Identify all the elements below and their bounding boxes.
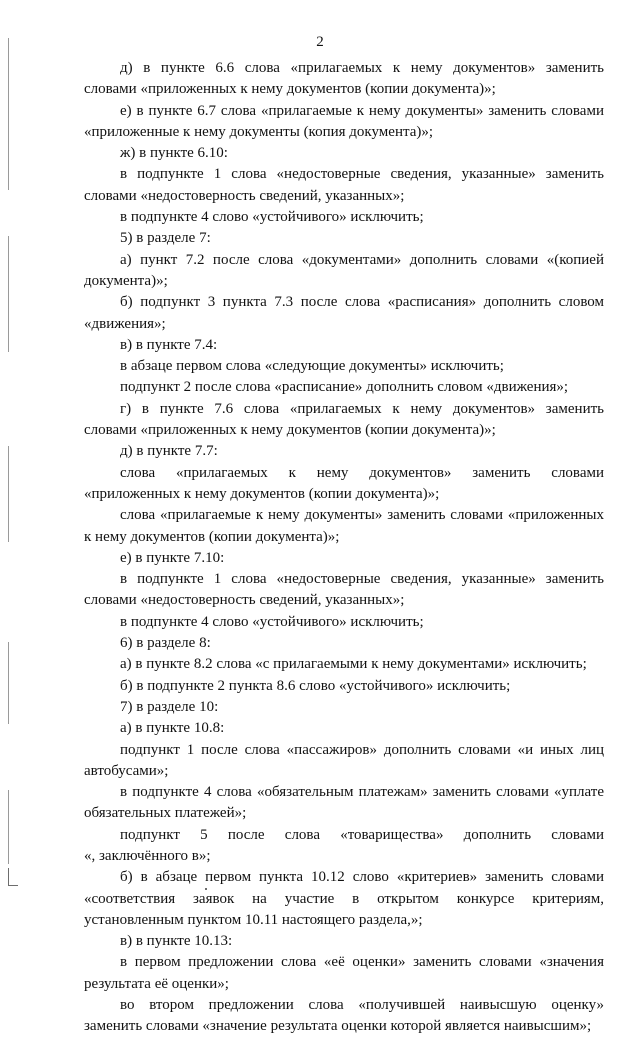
text-line: а) в пункте 10.8:	[120, 720, 225, 737]
text-line: 7) в разделе 10:	[120, 698, 219, 715]
text-line: словами «приложенных к нему документов (копии документа)»;	[84, 422, 496, 439]
text-line: «приложенные к нему документы (копия документа)»;	[84, 123, 434, 140]
left-margin-scan-mark	[8, 642, 9, 724]
text-line: установленным пунктом 10.11 настоящего раздела,»;	[84, 911, 423, 928]
left-margin-scan-mark	[8, 236, 9, 352]
text-line: подпункт 1 после слова «пассажиров» дополнить словами «и иных лиц	[120, 741, 604, 758]
text-line: обязательных платежей»;	[84, 805, 247, 822]
text-line: во втором предложении слова «получившей наивысшую оценку»	[120, 997, 604, 1014]
text-line: словами «приложенных к нему документов (копии документа)»;	[84, 81, 496, 98]
bottom-left-corner-mark	[8, 868, 9, 886]
text-line: е) в пункте 6.7 слова «прилагаемые к нему документы» заменить словами	[120, 102, 604, 119]
text-line: г) в пункте 7.6 слова «прилагаемых к нему документов» заменить	[120, 400, 604, 417]
text-line: е) в пункте 7.10:	[120, 549, 225, 566]
text-line: «приложенных к нему документов (копии документа)»;	[84, 485, 440, 502]
text-line: «соответствия заявок на участие в открытом конкурсе критериям,	[84, 890, 604, 907]
text-line: 6) в разделе 8:	[120, 635, 211, 652]
text-line: в подпункте 4 слова «обязательным платежам» заменить словами «уплате	[120, 784, 604, 801]
page-number: 2	[316, 34, 324, 50]
text-line: подпункт 5 после слова «товарищества» дополнить словами	[120, 826, 604, 843]
text-line: результата её оценки»;	[84, 975, 229, 992]
text-line: автобусами»;	[84, 762, 169, 779]
text-line: в) в пункте 7.4:	[120, 336, 218, 353]
bottom-left-corner-mark	[8, 885, 18, 886]
text-line: в первом предложении слова «её оценки» заменить словами «значения	[120, 954, 604, 971]
left-margin-scan-mark	[8, 446, 9, 542]
text-line: д) в пункте 7.7:	[120, 443, 218, 460]
text-line: в подпункте 1 слова «недостоверные сведения, указанные» заменить	[120, 166, 604, 183]
text-line: «, заключённого в»;	[84, 847, 211, 864]
text-line: словами «недостоверность сведений, указанных»;	[84, 187, 405, 204]
text-line: б) подпункт 3 пункта 7.3 после слова «расписания» дополнить словом	[120, 294, 604, 311]
text-line: в подпункте 4 слово «устойчивого» исключить;	[120, 613, 424, 630]
text-line: подпункт 2 после слова «расписание» дополнить словом «движения»;	[120, 379, 569, 396]
text-line: в подпункте 4 слово «устойчивого» исключить;	[120, 209, 424, 226]
left-margin-scan-mark	[8, 790, 9, 864]
text-line: словами «недостоверность сведений, указанных»;	[84, 592, 405, 609]
bottom-scan-dot	[205, 888, 207, 890]
text-line: слова «прилагаемых к нему документов» заменить словами	[120, 464, 604, 481]
text-line: 5) в разделе 7:	[120, 230, 211, 247]
text-line: б) в абзаце первом пункта 10.12 слово «критериев» заменить словами	[120, 869, 604, 886]
left-margin-scan-mark	[8, 38, 9, 190]
text-line: в) в пункте 10.13:	[120, 933, 233, 950]
text-line: ж) в пункте 6.10:	[120, 145, 228, 162]
text-line: а) в пункте 8.2 слова «с прилагаемыми к нему документами» исключить;	[120, 656, 587, 673]
text-line: заменить словами «значение результата оценки которой является наивысшим»;	[84, 1018, 592, 1035]
text-line: в подпункте 1 слова «недостоверные сведения, указанные» заменить	[120, 571, 604, 588]
text-line: а) пункт 7.2 после слова «документами» дополнить словами «(копией	[120, 251, 604, 268]
text-line: д) в пункте 6.6 слова «прилагаемых к нему документов» заменить	[120, 60, 604, 76]
text-line: документа)»;	[84, 272, 168, 289]
text-line: в абзаце первом слова «следующие документы» исключить;	[120, 358, 504, 375]
text-line: к нему документов (копии документа)»;	[84, 528, 340, 545]
text-line: слова «прилагаемые к нему документы» заменить словами «приложенных	[120, 507, 604, 524]
document-body	[84, 58, 604, 1038]
text-line: б) в подпункте 2 пункта 8.6 слово «устойчивого» исключить;	[120, 677, 511, 694]
text-line: «движения»;	[84, 315, 166, 332]
